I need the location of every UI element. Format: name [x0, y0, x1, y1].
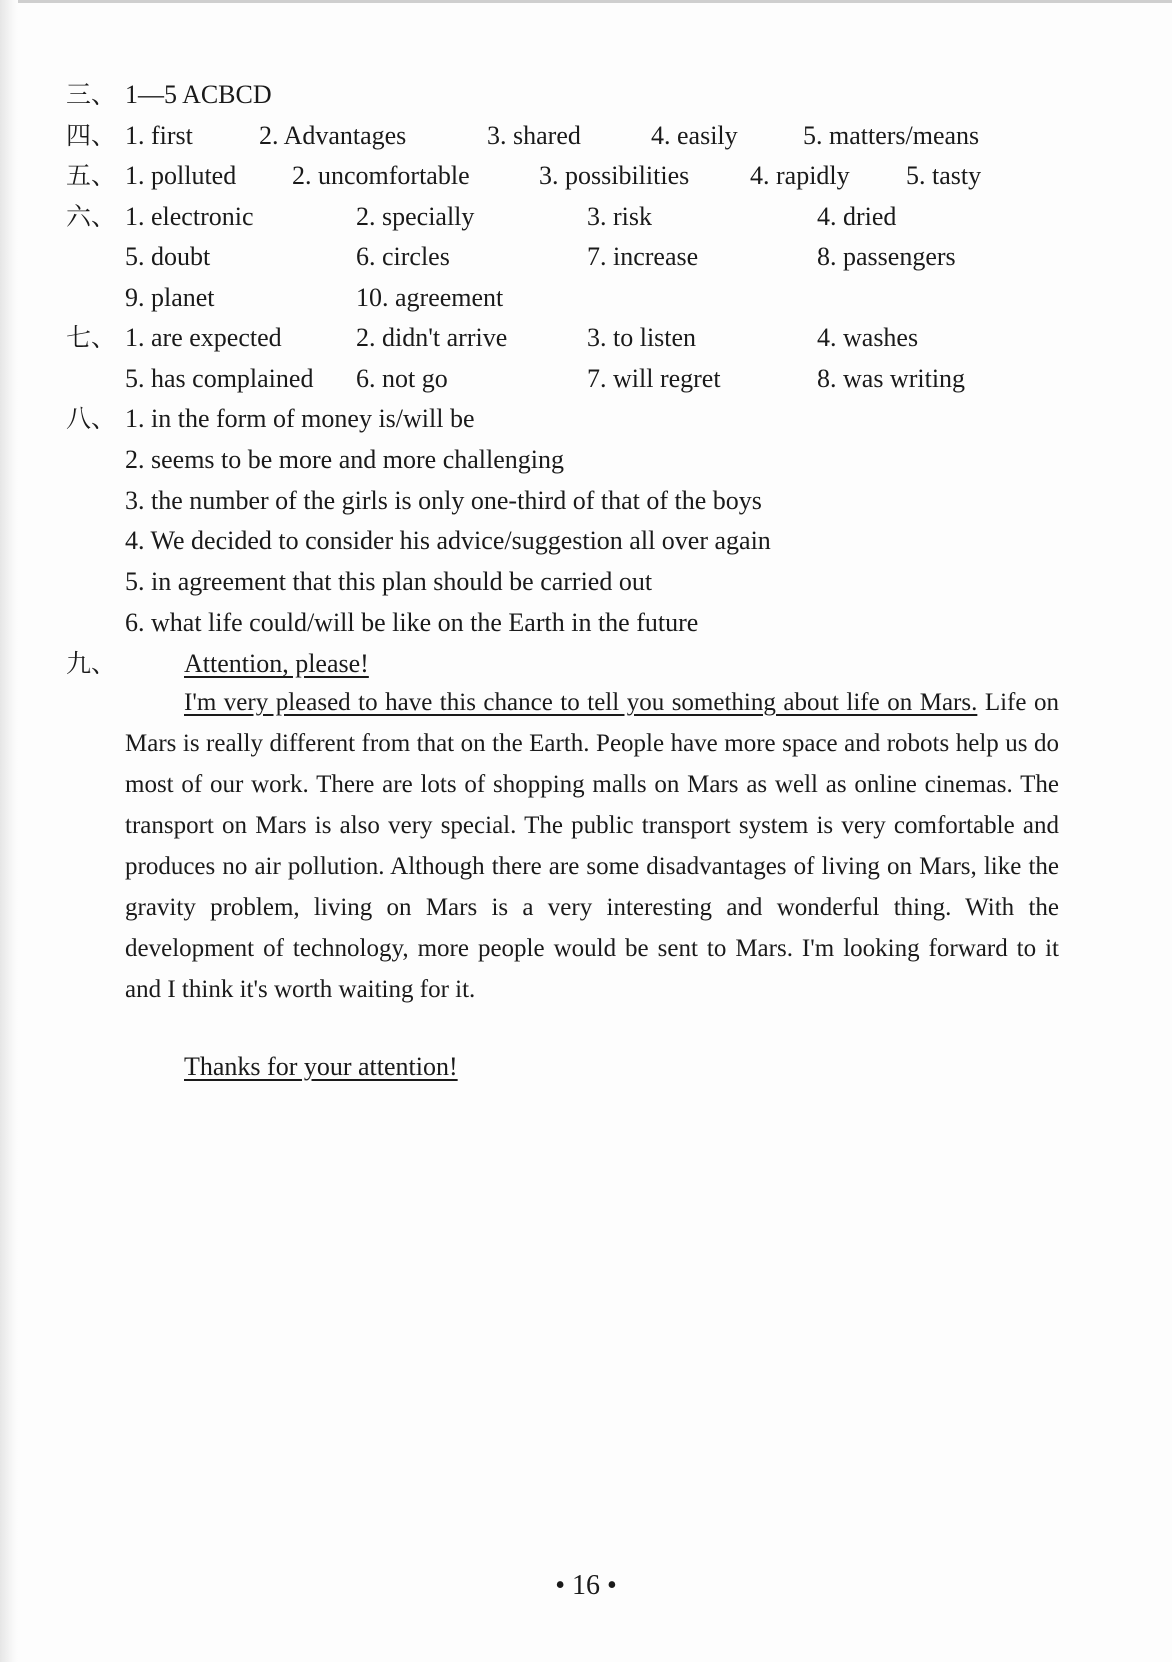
- answer-item: 4. dried: [817, 202, 897, 231]
- section-label: 九、: [66, 649, 117, 678]
- section-3-answers: 1—5 ACBCD: [125, 80, 272, 109]
- answer-item: 1. polluted: [125, 161, 237, 190]
- essay-opening-sentence: I'm very pleased to have this chance to tell you something about life on Mars.: [184, 689, 978, 716]
- page-number: • 16 •: [555, 1570, 617, 1601]
- answer-item: 6. circles: [356, 242, 450, 271]
- answer-item: 2. uncomfortable: [292, 161, 470, 190]
- answer-item: 1. in the form of money is/will be: [125, 404, 475, 433]
- answer-item: 4. washes: [817, 323, 919, 352]
- answer-item: 7. will regret: [587, 364, 721, 393]
- answer-item: 1. electronic: [125, 202, 254, 231]
- answer-item: 4. rapidly: [750, 161, 850, 190]
- section-label: 三、: [66, 80, 117, 109]
- answer-item: 3. shared: [487, 121, 581, 150]
- answer-item: 6. not go: [356, 364, 448, 393]
- answer-item: 2. didn't arrive: [356, 323, 508, 352]
- section-label: 七、: [66, 323, 117, 352]
- answer-item: 5. doubt: [125, 242, 211, 271]
- answer-item: 8. was writing: [817, 364, 966, 393]
- answer-item: 5. matters/means: [803, 121, 980, 150]
- essay-title: Attention, please!: [184, 649, 369, 678]
- answer-item: 5. tasty: [906, 161, 982, 190]
- answer-item: 9. planet: [125, 283, 215, 312]
- answer-item: 3. the number of the girls is only one-third of that of the boys: [125, 486, 762, 515]
- answer-item: 4. easily: [651, 121, 738, 150]
- answer-item: 2. seems to be more and more challenging: [125, 445, 564, 474]
- answer-item: 1. first: [125, 121, 193, 150]
- scan-edge-left: [0, 0, 18, 1662]
- essay-body: [125, 682, 1059, 1010]
- section-label: 四、: [66, 121, 117, 150]
- section-label: 八、: [66, 404, 117, 433]
- answer-item: 2. Advantages: [259, 121, 407, 150]
- scan-edge-top: [0, 0, 1172, 3]
- essay-closing: Thanks for your attention!: [184, 1052, 458, 1081]
- essay-paragraph: Life on Mars is really different from that on the Earth. People have more space and robots help us do most of our work. There are lots of shopping malls on Mars as well as online cinemas. The transport on Mars is also very special. The public transport system is very comfortable and produces no air pollution. Although there are some disadvantages of living on Mars, like the gravity problem, living on Mars is a very interesting and wonderful thing. With the development of technology, more people would be sent to Mars. I'm looking forward to it and I think it's worth waiting for it.: [125, 689, 1059, 1003]
- answer-item: 7. increase: [587, 242, 699, 271]
- answer-item: 2. specially: [356, 202, 475, 231]
- answer-item: 8. passengers: [817, 242, 956, 271]
- answer-item: 5. in agreement that this plan should be carried out: [125, 567, 653, 596]
- answer-item: 10. agreement: [356, 283, 504, 312]
- answer-item: 3. possibilities: [539, 161, 690, 190]
- answer-item: 1. are expected: [125, 323, 282, 352]
- section-label: 五、: [66, 161, 117, 190]
- answer-item: 3. to listen: [587, 323, 697, 352]
- section-label: 六、: [66, 202, 117, 231]
- answer-item: 5. has complained: [125, 364, 314, 393]
- answer-item: 3. risk: [587, 202, 652, 231]
- answer-item: 6. what life could/will be like on the Earth in the future: [125, 608, 699, 637]
- answer-item: 4. We decided to consider his advice/suggestion all over again: [125, 526, 771, 555]
